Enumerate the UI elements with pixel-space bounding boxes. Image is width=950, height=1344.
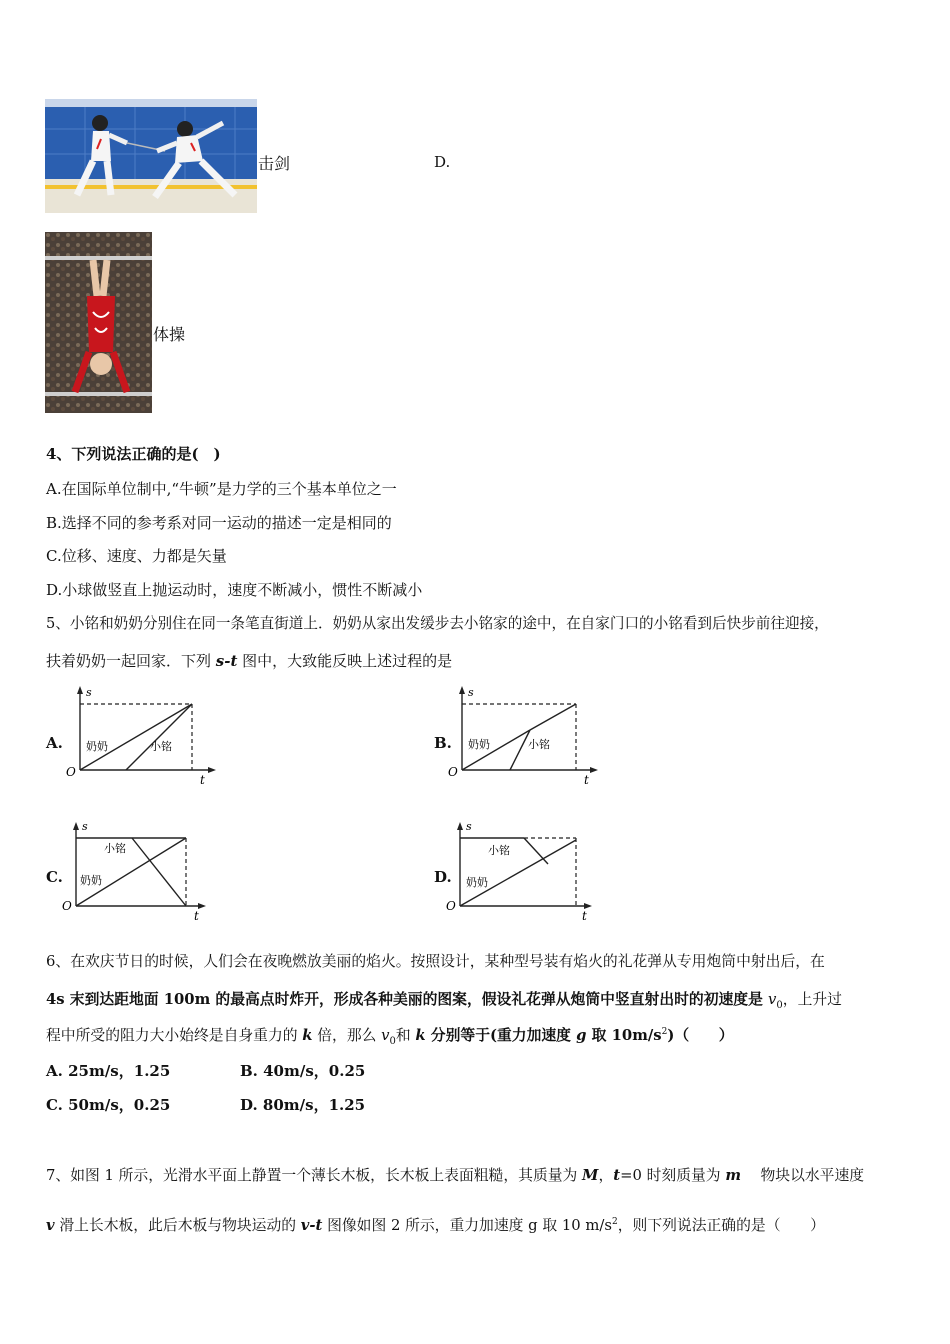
q5-option-b-letter: B.	[434, 734, 452, 752]
option-d-letter: D.	[434, 153, 451, 171]
q6-line1: 6、在欢庆节日的时候，人们会在夜晚燃放美丽的焰火。按照设计，某种型号装有焰火的礼花弹从专用炮筒中射出后，在	[46, 953, 825, 970]
grandma-label: 奶奶	[80, 874, 102, 887]
q4-option-d: D.小球做竖直上抛运动时，速度不断减小，惯性不断减小	[46, 581, 423, 599]
origin-label: O	[446, 899, 456, 913]
q5-stem-line2: 扶着奶奶一起回家．下列 s-t 图中，大致能反映上述过程的是	[46, 652, 453, 670]
origin-label: O	[62, 899, 72, 913]
gymnastics-photo	[45, 232, 152, 413]
q4-option-b: B.选择不同的参考系对同一运动的描述一定是相同的	[46, 514, 392, 532]
q5-option-c-letter: C.	[46, 868, 63, 886]
xiaoming-label: 小铭	[104, 842, 126, 855]
q5-graph-a	[62, 684, 222, 794]
grandma-label: 奶奶	[86, 740, 108, 753]
q6-line2: 4s 末到达距地面 100m 的最高点时炸开，形成各种美丽的图案，假设礼花弹从炮筒中竖直射出时的初速度是 $v_0$，上升过	[46, 991, 842, 1011]
q7-line1: 7、如图 1 所示，光滑水平面上静置一个薄长木板，长木板上表面粗糙，其质量为 M，t=0 时刻质量为 m 物块以水平速度	[46, 1167, 865, 1184]
xiaoming-label: 小铭	[488, 844, 510, 857]
origin-label: O	[66, 765, 76, 779]
s-axis-label: s	[86, 686, 92, 699]
fencing-photo	[45, 99, 257, 213]
xiaoming-label: 小铭	[528, 738, 550, 751]
q6-option-d: D. 80m/s，1.25	[240, 1096, 366, 1114]
q4-stem: 4、下列说法正确的是( )	[46, 445, 221, 463]
fencing-label: 击剑	[258, 154, 291, 173]
origin-label: O	[448, 765, 458, 779]
grandma-label: 奶奶	[468, 738, 490, 751]
s-axis-label: s	[468, 686, 474, 699]
q5-option-d-letter: D.	[434, 868, 452, 886]
grandma-label: 奶奶	[466, 876, 488, 889]
q5-stem-line1: 5、小铭和奶奶分别住在同一条笔直街道上．奶奶从家出发缓步去小铭家的途中，在自家门口的小铭看到后快步前往迎接，	[46, 615, 829, 632]
t-axis-label: t	[200, 773, 205, 787]
q4-option-a: A.在国际单位制中,“牛顿”是力学的三个基本单位之一	[46, 480, 397, 498]
t-axis-label: t	[582, 909, 587, 923]
s-axis-label: s	[466, 820, 472, 833]
q5-graph-c	[62, 818, 222, 928]
q5-graph-b	[444, 684, 604, 794]
q7-line2: v 滑上长木板，此后木板与物块运动的 v-t 图像如图 2 所示，重力加速度 g 取 10 $m/s^2$，则下列说法正确的是（ ）	[46, 1217, 825, 1234]
t-axis-label: t	[584, 773, 589, 787]
q4-option-c: C.位移、速度、力都是矢量	[46, 547, 227, 565]
xiaoming-label: 小铭	[150, 740, 172, 753]
gymnastics-label: 体操	[153, 325, 186, 344]
q6-option-a: A. 25m/s，1.25	[46, 1062, 171, 1080]
t-axis-label: t	[194, 909, 199, 923]
q5-graph-d	[444, 818, 604, 928]
q6-option-b: B. 40m/s，0.25	[240, 1062, 366, 1080]
q6-line3: 程中所受的阻力大小始终是自身重力的 k 倍，那么 $v_0$和 k 分别等于(重力加速度 g 取 $10m/s^2$)（ ）	[46, 1027, 734, 1047]
q5-option-a-letter: A.	[46, 734, 63, 752]
q6-option-c: C. 50m/s，0.25	[46, 1096, 171, 1114]
s-axis-label: s	[82, 820, 88, 833]
